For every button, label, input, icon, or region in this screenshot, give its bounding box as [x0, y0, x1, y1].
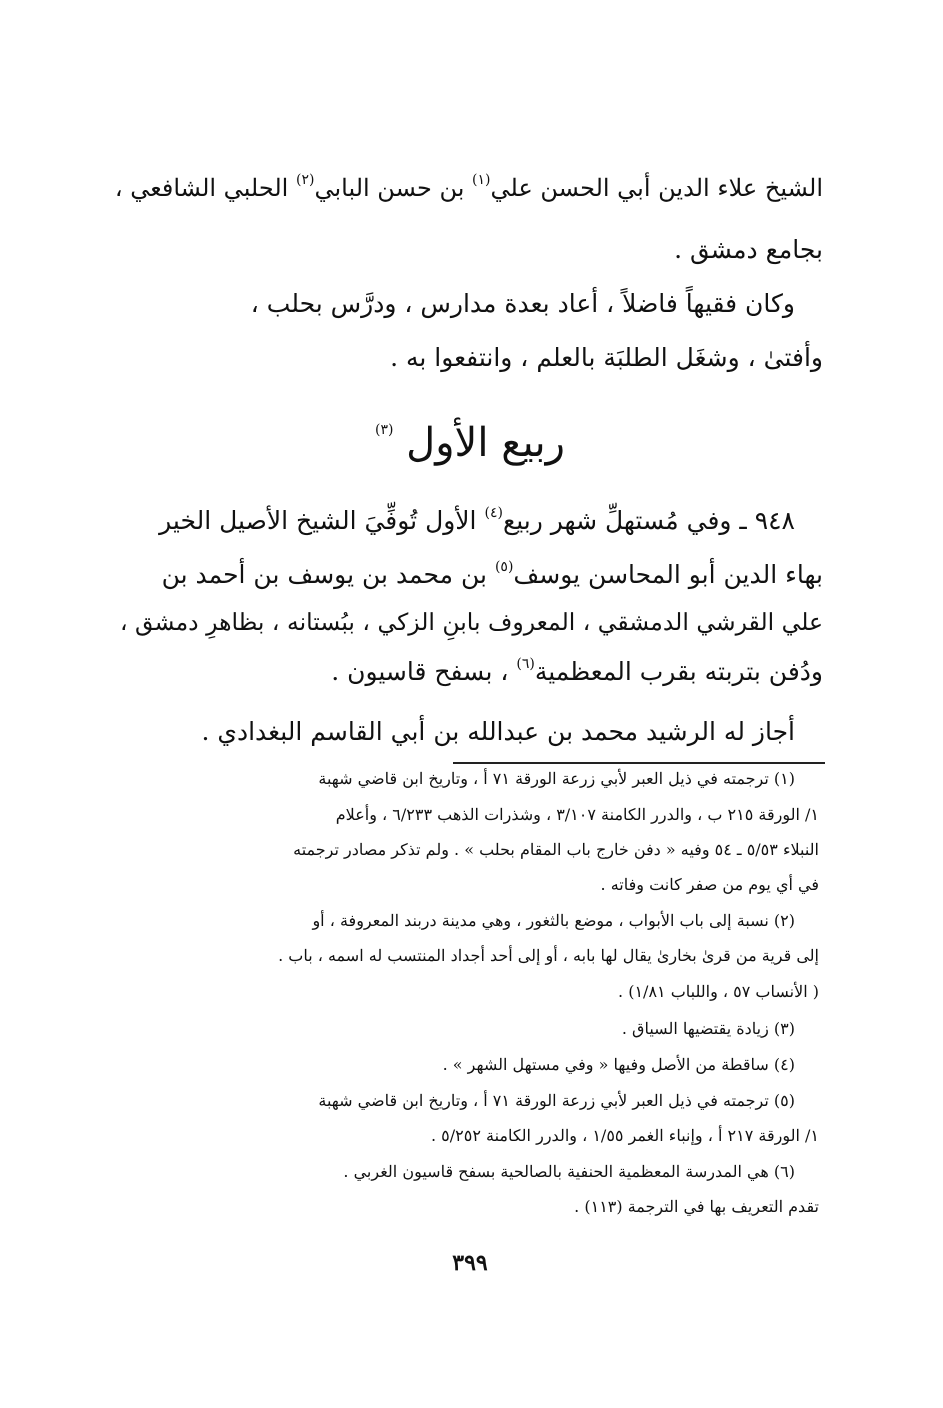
entry-line-1 — [159, 503, 795, 539]
body-line-1-part-a: الشيخ علاء الدين أبي الحسن علي — [490, 174, 823, 202]
section-heading-text: ربيع الأول — [406, 420, 565, 466]
entry-line-4-part-b: ، بسفح قاسيون . — [331, 657, 517, 686]
footnote-ref-6: (٦) — [516, 656, 535, 672]
footnote-1-line-1: (١) ترجمته في ذيل العبر لأبي زرعة الورقة ٧١ أ ، وتاريخ ابن قاضي شهبة — [318, 769, 795, 788]
entry-line-5: أجاز له الرشيد محمد بن عبدالله بن أبي القاسم البغدادي . — [201, 717, 795, 746]
entry-line-3: علي القرشي الدمشقي ، المعروف بابنِ الزكي ، ببُستانه ، بظاهرِ دمشق ، — [119, 608, 823, 636]
footnote-ref-1: (١) — [472, 172, 491, 188]
footnote-2-line-2: إلى قرية من قرىٰ بخارىٰ يقال لها بابه ، أو إلى أحد أجداد المنتسب له اسمه ، باب . — [278, 946, 819, 965]
section-heading — [300, 415, 640, 471]
entry-line-1-part-b: الأول تُوفِّيَ الشيخ الأصيل الخير — [159, 506, 485, 535]
footnote-ref-2: (٢) — [295, 172, 315, 188]
footnote-1-line-2: ١/ الورقة ٢١٥ ب ، والدرر الكامنة ٣/١٠٧ ، وشذرات الذهب ٦/٢٣٣ ، وأعلام — [335, 805, 819, 824]
body-line-1-part-b: بن حسن البابي — [314, 174, 473, 202]
footnote-ref-5: (٥) — [494, 559, 514, 575]
body-line-2: بجامع دمشق . — [674, 235, 823, 264]
footnote-1-line-3: النبلاء ٥/٥٣ ـ ٥٤ وفيه « دفن خارج باب المقام بحلب » . ولم تذكر مصادر ترجمته — [293, 840, 819, 859]
entry-line-2 — [162, 557, 823, 593]
footnote-ref-4: (٤) — [484, 505, 503, 521]
body-line-1-part-c: الحلبي الشافعي ، — [114, 174, 296, 202]
footnote-6-line-2: تقدم التعريف بها في الترجمة (١١٣) . — [574, 1197, 819, 1216]
footnote-3: (٣) زيادة يقتضيها السياق . — [621, 1019, 795, 1038]
footnote-2-line-3: ( الأنساب ٥٧ ، واللباب ١/٨١) . — [618, 982, 819, 1001]
body-line-3: وكان فقيهاً فاضلاً ، أعاد بعدة مدارس ، ودرَّس بحلب ، — [250, 289, 795, 318]
footnote-5-line-2: ١/ الورقة ٢١٧ أ ، وإنباء الغمر ١/٥٥ ، والدرر الكامنة ٥/٢٥٢ . — [430, 1126, 819, 1145]
footnote-5-line-1: (٥) ترجمته في ذيل العبر لأبي زرعة الورقة ٧١ أ ، وتاريخ ابن قاضي شهبة — [318, 1091, 795, 1110]
entry-line-2-part-b: بن محمد بن يوسف بن أحمد بن — [161, 560, 495, 589]
footnote-6-line-1: (٦) هي المدرسة المعظمية الحنفية بالصالحية بسفح قاسيون الغربي . — [343, 1162, 795, 1181]
footnote-ref-3: (٣) — [374, 422, 394, 438]
entry-line-4-part-a: ودُفن بتربته بقرب المعظمية — [534, 657, 823, 686]
body-line-1 — [115, 170, 823, 206]
footnote-1-line-4: في أي يوم من صفر كانت وفاته . — [600, 875, 819, 894]
footnote-4: (٤) ساقطة من الأصل وفيها « وفي مستهل الشهر » . — [442, 1055, 795, 1074]
page-number: ٣٩٩ — [452, 1250, 488, 1276]
entry-line-2-part-a: بهاء الدين أبو المحاسن يوسف — [513, 560, 823, 589]
footnote-2-line-1: (٢) نسبة إلى باب الأبواب ، موضع بالثغور ، وهي مدينة دربند المعروفة ، أو — [312, 911, 795, 930]
footnote-divider — [453, 762, 825, 764]
body-line-4: وأفتىٰ ، وشغَل الطلبَة بالعلم ، وانتفعوا به . — [390, 343, 823, 372]
entry-line-4 — [331, 654, 823, 690]
entry-line-1-part-a: ٩٤٨ ـ وفي مُستهلِّ شهر ربيع — [502, 506, 795, 535]
